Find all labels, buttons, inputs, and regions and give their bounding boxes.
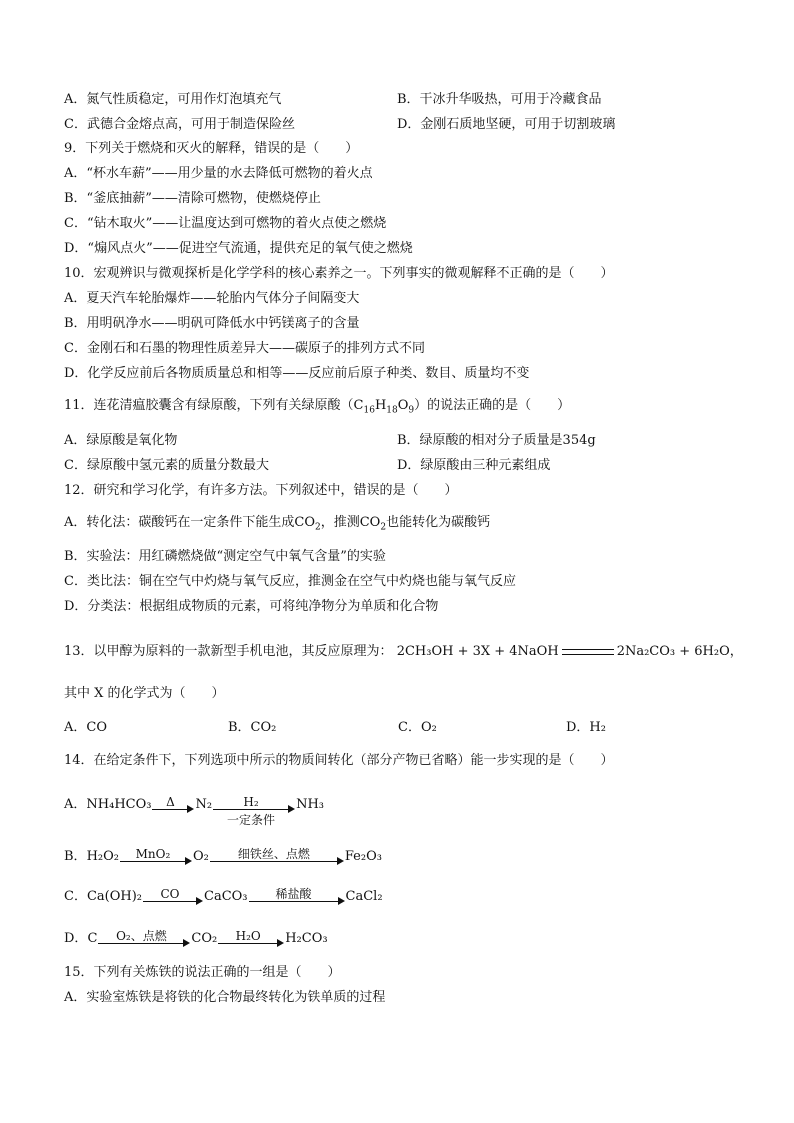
q11-option-c: C．绿原酸中氢元素的质量分数最大 [64, 458, 269, 473]
q13-option-a: A．CO [64, 720, 107, 735]
q9-stem: 9．下列关于燃烧和灭火的解释，错误的是（ ） [64, 141, 359, 156]
q13-stem [64, 644, 743, 660]
q9-option-d: D．“煽风点火”——促进空气流通，提供充足的氧气使之燃烧 [64, 241, 413, 256]
reaction-arrow-icon: 稀盐酸 [249, 889, 345, 905]
q11-formula: $C_{16}H_{18}O_9$ [353, 398, 415, 416]
q12-option-d: D．分类法：根据组成物质的元素，可将纯净物分为单质和化合物 [64, 599, 439, 614]
q8-option-c: C．武德合金熔点高，可用于制造保险丝 [64, 117, 295, 132]
q14-option-c: C．Ca(OH)₂ CO CaCO₃ 稀盐酸 CaCl₂ [64, 887, 383, 904]
q13-stem-2: 其中 X 的化学式为（ ） [64, 686, 225, 701]
reaction-arrow-icon: CO [143, 889, 203, 905]
q11-option-b: B．绿原酸的相对分子质量是354g [397, 433, 596, 448]
q10-option-d: D．化学反应前后各物质质量总和相等——反应前后原子种类、数目、质量均不变 [64, 366, 530, 381]
q9-option-a: A．“杯水车薪”——用少量的水去降低可燃物的着火点 [64, 166, 373, 181]
q15-stem: 15．下列有关炼铁的说法正确的一组是（ ） [64, 965, 341, 980]
q11-stem-post: ）的说法正确的是（ ） [414, 398, 571, 413]
q12-stem: 12．研究和学习化学，有许多方法。下列叙述中，错误的是（ ） [64, 483, 458, 498]
q8-option-d: D．金刚石质地坚硬，可用于切割玻璃 [397, 117, 616, 132]
q10-stem: 10．宏观辨识与微观探析是化学学科的核心素养之一。下列事实的微观解释不正确的是（ ） [64, 266, 614, 281]
q8-option-b: B．干冰升华吸热，可用于冷藏食品 [397, 92, 602, 107]
q11-option-d: D．绿原酸由三种元素组成 [397, 458, 551, 473]
q13-stem-pre: 13．以甲醇为原料的一款新型手机电池，其反应原理为： [64, 644, 393, 659]
reaction-arrow-icon: 细铁丝、点燃 [210, 849, 344, 865]
reaction-arrow-icon: O₂、点燃 [98, 931, 190, 947]
q13-rhs: 2Na₂CO₃ + 6H₂O， [616, 644, 743, 659]
q14-option-a: A．NH₄HCO₃ Δ N₂ H₂ 一定条件 NH₃ [64, 795, 324, 827]
q10-option-a: A．夏天汽车轮胎爆炸——轮胎内气体分子间隔变大 [64, 291, 360, 306]
reaction-arrow-icon: MnO₂ [120, 849, 192, 865]
q13-equation [397, 644, 743, 659]
equals-sign-icon [562, 649, 614, 655]
q11-option-a: A．绿原酸是氧化物 [64, 433, 178, 448]
q13-lhs: 2CH₃OH + 3X + 4NaOH [396, 644, 559, 659]
q15-option-a: A．实验室炼铁是将铁的化合物最终转化为铁单质的过程 [64, 990, 386, 1005]
q10-option-c: C．金刚石和石墨的物理性质差异大——碳原子的排列方式不同 [64, 341, 425, 356]
q14-stem: 14．在给定条件下，下列选项中所示的物质间转化（部分产物已省略）能一步实现的是（ ） [64, 753, 614, 768]
reaction-arrow-icon: H₂ 一定条件 [213, 797, 295, 813]
q13-option-d: D．H₂ [566, 720, 606, 735]
reaction-arrow-icon: H₂O [218, 931, 284, 947]
q9-option-c: C．“钻木取火”——让温度达到可燃物的着火点使之燃烧 [64, 216, 387, 231]
reaction-arrow-icon: Δ [152, 797, 194, 813]
q13-option-b: B．CO₂ [228, 720, 277, 735]
q8-option-a: A．氮气性质稳定，可用作灯泡填充气 [64, 92, 282, 107]
q9-option-b: B．“釜底抽薪”——清除可燃物，使燃烧停止 [64, 191, 321, 206]
q12-option-a: A．转化法：碳酸钙在一定条件下能生成$CO_2$，推测$CO_2$也能转化为碳酸钙 [64, 515, 491, 533]
q10-option-b: B．用明矾净水——明矾可降低水中钙镁离子的含量 [64, 316, 360, 331]
q11-stem-pre: 11．连花清瘟胶囊含有绿原酸，下列有关绿原酸（ [64, 398, 354, 413]
q14-option-b: B．H₂O₂ MnO₂ O₂ 细铁丝、点燃 Fe₂O₃ [64, 847, 382, 864]
q12-option-b: B．实验法：用红磷燃烧做“测定空气中氧气含量”的实验 [64, 549, 386, 564]
q13-option-c: C．O₂ [398, 720, 437, 735]
q11-stem [64, 398, 570, 414]
q14-option-d: D．C O₂、点燃 CO₂ H₂O H₂CO₃ [64, 929, 328, 946]
q12-option-c: C．类比法：铜在空气中灼烧与氧气反应，推测金在空气中灼烧也能与氧气反应 [64, 574, 516, 589]
